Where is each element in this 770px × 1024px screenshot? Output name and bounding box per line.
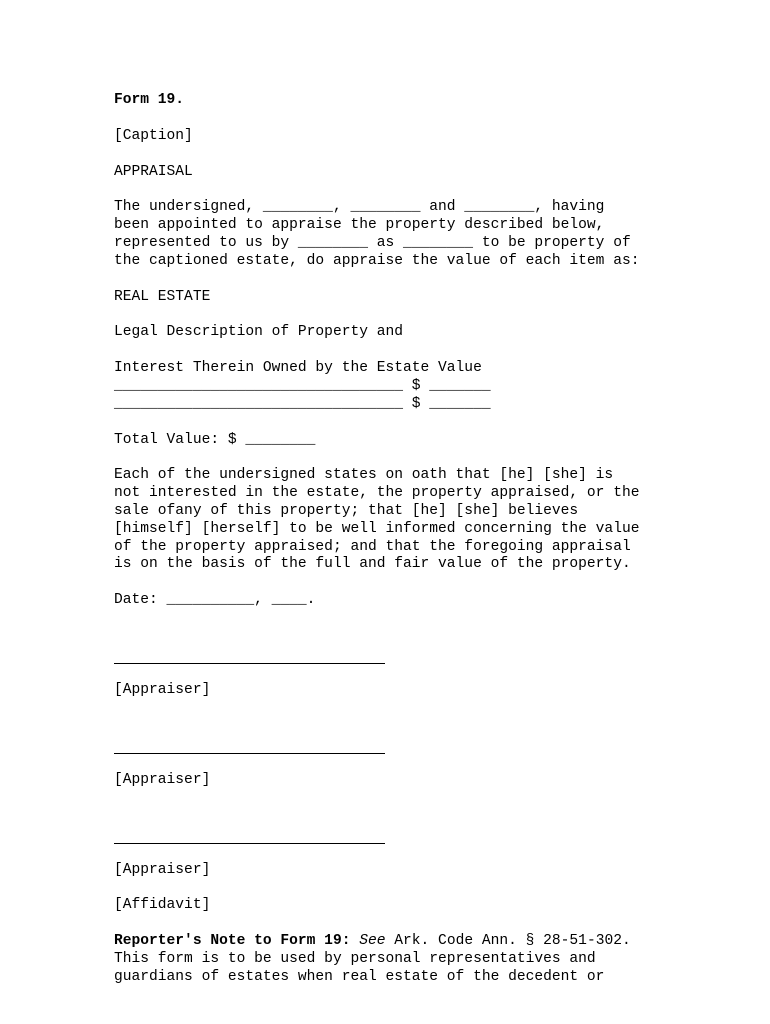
legal-description-label: Legal Description of Property and [114,324,404,341]
appraiser-label: [Appraiser] [114,681,211,698]
oath-line: [himself] [herself] to be well informed concerning the value [114,520,640,537]
note-see: See [359,933,386,950]
reporters-note [114,933,714,986]
appraiser-label: [Appraiser] [114,771,211,788]
caption-placeholder: [Caption] [114,127,193,144]
appraisal-heading: APPRAISAL [114,163,193,180]
note-line: guardians of estates when real estate of the decedent or [114,968,605,985]
intro-line: The undersigned, ________, ________ and ________, having [114,199,605,216]
appraiser-label: [Appraiser] [114,861,211,878]
note-label: Reporter's Note to Form 19: [114,933,351,950]
intro-line: the captioned estate, do appraise the value of each item as: [114,252,640,269]
intro-line: been appointed to appraise the property described below, [114,217,605,234]
note-line: This form is to be used by personal representatives and [114,950,596,967]
item-row: _________________________________ $ _______ [114,377,491,394]
oath-paragraph [114,467,714,574]
oath-line: Each of the undersigned states on oath that [he] [she] is [114,467,614,484]
oath-line: of the property appraised; and that the foregoing appraisal [114,538,631,555]
note-citation: Ark. Code Ann. § 28-51-302. [385,933,631,950]
oath-line: is on the basis of the full and fair value of the property. [114,556,631,573]
real-estate-heading: REAL ESTATE [114,288,211,305]
property-items [114,360,714,413]
signature-line [114,826,385,844]
affidavit-placeholder: [Affidavit] [114,897,211,914]
total-value: Total Value: $ ________ [114,431,316,448]
item-row: _________________________________ $ _______ [114,395,491,412]
oath-line: not interested in the estate, the property appraised, or the [114,485,640,502]
signature-line [114,736,385,754]
date-line: Date: __________, ____. [114,592,316,609]
document-page [114,92,714,1005]
form-title: Form 19. [114,92,185,108]
intro-paragraph [114,199,714,270]
signature-line [114,646,385,664]
oath-line: sale ofany of this property; that [he] [she] believes [114,502,579,519]
intro-line: represented to us by ________ as ________ to be property of [114,234,631,251]
interest-value-header: Interest Therein Owned by the Estate Value [114,360,482,377]
